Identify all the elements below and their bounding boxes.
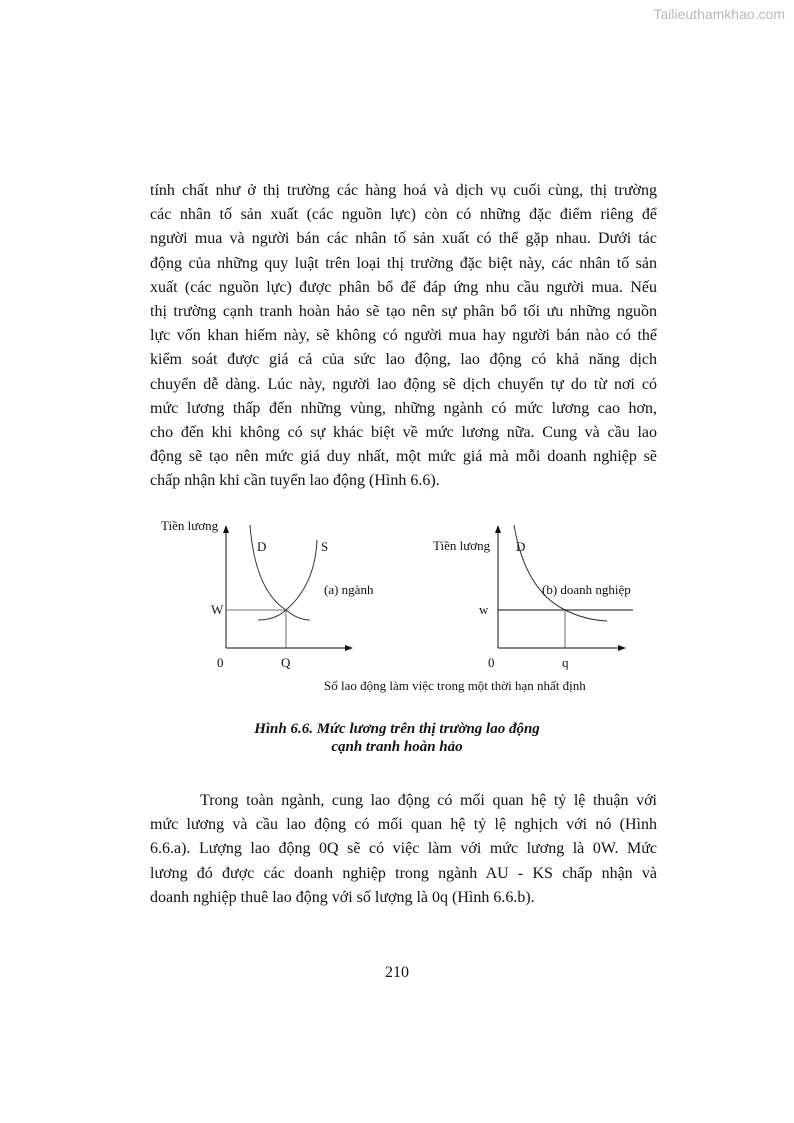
text-line: chuyển dễ dàng. Lúc này, người lao động sẽ dịch chuyển tự do từ nơi có [150,375,657,393]
origin-label: 0 [217,655,224,670]
text-line: lương đó được các doanh nghiệp trong ngành AU - KS chấp nhận và [150,864,657,882]
watermark: Tailieuthamkhao.com [653,6,785,22]
text-line: tính chất như ở thị trường các hàng hoá và dịch vụ cuối cùng, thị trường [150,182,657,199]
text-line: thị trường cạnh tranh hoàn hảo sẽ tạo nên sự phân bổ tối ưu những nguồn [150,302,657,320]
text-line: xuất (các nguồn lực) được phân bổ để đáp ứng nhu cầu người mua. Nếu [150,278,657,296]
caption-line: cạnh tranh hoàn hảo [331,739,463,755]
text-line: các nhân tố sản xuất (các nguồn lực) còn có những đặc điểm riêng để [150,206,657,224]
paragraph-2 [150,789,657,910]
text-line: Trong toàn ngành, cung lao động có mối quan hệ tỷ lệ thuận với [200,792,657,809]
figure-caption [150,720,644,756]
text-line: mức lương thấp đến những vùng, những ngành có mức lương cao hơn, [150,399,657,417]
text-line: doanh nghiệp thuê lao động với số lượng là 0q (Hình 6.6.b). [150,888,535,906]
quantity-label: q [562,655,569,670]
text-line: chấp nhận khi cần tuyển lao động (Hình 6.6). [150,472,440,490]
supply-label: S [321,539,329,554]
caption-line: Hình 6.6. Mức lương trên thị trường lao động [254,721,540,737]
text-line: cho đến khi không có sự khác biệt về mức lương nữa. Cung và cầu lao [150,423,657,441]
industry-chart [161,518,374,670]
wage-label: W [211,602,224,617]
demand-label: D [257,539,267,554]
text-line: lực vốn khan hiếm này, sẽ không có người mua hay người bán nào có thể [150,327,657,345]
page-number: 210 [385,964,409,981]
wage-label: w [479,602,489,617]
supply-curve [258,540,317,620]
demand-label: D [516,539,526,554]
chart-title: (a) ngành [324,582,374,597]
x-axis-label: Số lao động làm việc trong một thời hạn nhất định [324,678,586,693]
text-line: động của những quy luật trên loại thị trường đặc biệt này, các nhân tố sản [150,254,657,272]
chart-title: (b) doanh nghiệp [542,582,631,597]
quantity-label: Q [281,655,291,670]
text-line: 6.6.a). Lượng lao động 0Q sẽ có việc làm với mức lương là 0W. Mức [150,840,657,858]
text-line: động sẽ tạo nên mức giá duy nhất, một mức giá mà mỗi doanh nghiệp sẽ [150,448,657,466]
text-line: người mua và người bán các nhân tố sản xuất có thể gặp nhau. Dưới tác [150,230,657,248]
y-axis-label: Tiền lương [433,538,491,553]
firm-chart [433,525,633,670]
text-line: kiểm soát được giá cả của sức lao động, lao động có khả năng dịch [150,351,657,369]
demand-curve [514,525,607,621]
origin-label: 0 [488,655,495,670]
y-axis-label: Tiền lương [161,518,219,533]
text-line: mức lương và cầu lao động có mối quan hệ tỷ lệ nghịch với nó (Hình [150,816,657,834]
